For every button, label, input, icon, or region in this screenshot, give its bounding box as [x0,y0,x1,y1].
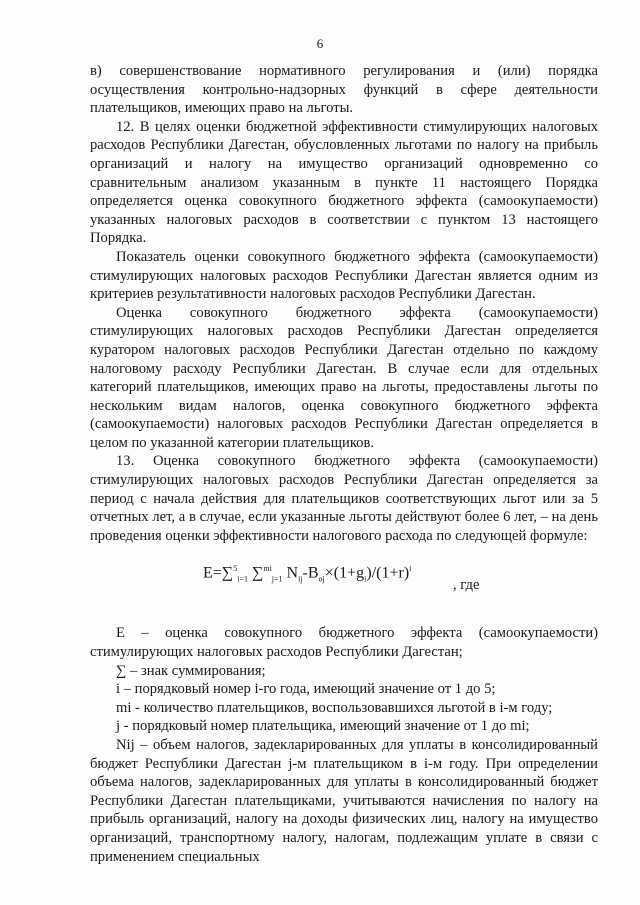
document-body [90,62,598,866]
paragraph-v: в) совершенствование нормативного регулирования и (или) порядка осуществления контрольно-надзорных функций в сфере деятельности плательщиков, имеющих право на льготы. [90,63,598,117]
sum-inner-lower: j=1 [271,574,283,584]
sum-inner-upper: mi [263,564,272,574]
definition-mi: mi - количество плательщиков, воспользовавшихся льготой в i-м году; [116,699,553,716]
sum-symbol-inner: ∑ [251,564,264,582]
formula-b-sub: oj [318,574,325,584]
definition-sum: ∑ – знак суммирования; [116,662,266,679]
page-number: 6 [316,36,324,51]
definition-i: i – порядковый номер i-го года, имеющий значение от 1 до 5; [116,681,496,698]
formula-g-sub: i [364,574,367,584]
formula-mid: ×(1+g [324,564,365,582]
formula-n: N [286,564,299,582]
paragraph-13: 13. Оценка совокупного бюджетного эффекта (самоокупаемости) стимулирующих налоговых расходов Республики Дагестан определяется за период с начала действия для плательщиков соответствующих льгот или за 5 отчетных лет, а в случае, если указанные льготы действуют более 6 лет, – на день проведения оценки эффективности налогового расхода по следующей формуле: [90,453,598,544]
formula [203,560,411,589]
formula-b: -B [302,564,319,582]
sum-outer-upper: 5 [233,564,238,574]
definition-nij: Nij – объем налогов, задекларированных для уплаты в консолидированный бюджет Республики Дагестан j-м плательщиком в i-м году. При определении объема налогов, задекларированных для уплаты в консолидированный бюджет Республики Дагестан плательщиками, учитываются начисления по налогу на прибыль организаций, налогу на доходы физических лиц, налогу на имущество организаций, транспортному налогу, налогам, подлежащим уплате в связи с применением специальных [90,737,598,865]
formula-n-sub: ij [298,574,303,584]
formula-lhs: E= [203,564,222,582]
definition-e: E – оценка совокупного бюджетного эффекта (самоокупаемости) стимулирующих налоговых расходов Республики Дагестан; [90,625,598,661]
formula-exponent: i [409,564,412,574]
definition-j: j - порядковый номер плательщика, имеющий значение от 1 до mi; [116,718,530,735]
paragraph-indicator: Показатель оценки совокупного бюджетного эффекта (самоокупаемости) стимулирующих налоговых расходов Республики Дагестан является одним из критериев результативности налоговых расходов Республики Дагестан. [90,248,598,303]
formula-suffix: , где [453,577,480,594]
paragraph-12: 12. В целях оценки бюджетной эффективности стимулирующих налоговых расходов Республики Дагестан, обусловленных льготами по налогу на прибыль организаций и налогу на имущество организаций одновременно со сравнительным анализом указанным в пункте 11 настоящего Порядка определяется оценка совокупного бюджетного эффекта (самоокупаемости) указанных налоговых расходов в соответствии с пунктом 13 настоящего Порядка. [90,118,598,247]
sum-symbol-outer: ∑ [221,564,234,582]
paragraph-evaluation: Оценка совокупного бюджетного эффекта (самоокупаемости) стимулирующих налоговых расходов Республики Дагестан определяется куратором налоговых расходов Республики Дагестан отдельно по каждому налоговому расходу Республики Дагестан. В случае если для отдельных категорий плательщиков, имеющих право на льготы, предоставлены льготы по нескольким видам налогов, оценка совокупного бюджетного эффекта (самоокупаемости) налоговых расходов Республики Дагестан определяется в целом по указанной категории плательщиков. [90,304,598,451]
formula-end: )/(1+r) [366,564,410,582]
sum-outer-lower: i=1 [237,574,248,584]
formula-block [90,552,598,606]
